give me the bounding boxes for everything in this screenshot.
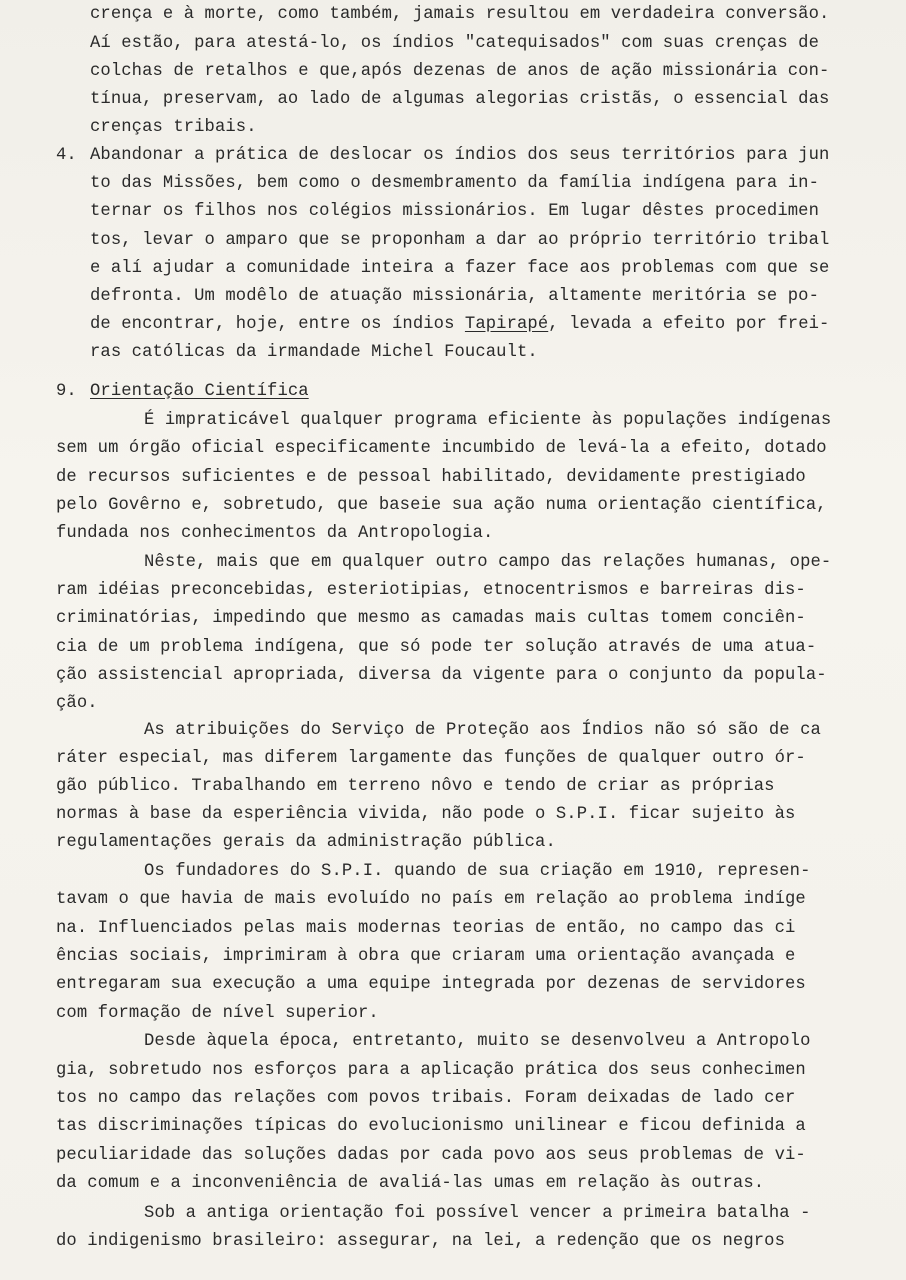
text-line: É impraticável qualquer programa eficiente às populações indígenas <box>144 411 832 430</box>
section-number: 9. <box>56 382 77 401</box>
text-line: tos, levar o amparo que se proponham a dar ao próprio território tribal <box>90 231 830 250</box>
text-line: As atribuições do Serviço de Proteção aos Índios não só são de ca <box>144 721 821 740</box>
text-line: ráter especial, mas diferem largamente das funções de qualquer outro ór- <box>56 749 806 768</box>
text-line: ção. <box>56 694 98 713</box>
text-line: na. Influenciados pelas mais modernas teorias de então, no campo das ci <box>56 919 796 938</box>
text-line: fundada nos conhecimentos da Antropologia. <box>56 524 494 543</box>
text-line: gão público. Trabalhando em terreno nôvo e tendo de criar as próprias <box>56 777 775 796</box>
text-line: entregaram sua execução a uma equipe integrada por dezenas de servidores <box>56 975 806 994</box>
text-line: pelo Govêrno e, sobretudo, que baseie sua ação numa orientação científica, <box>56 496 827 515</box>
text-line <box>90 314 829 336</box>
text-line: defronta. Um modêlo de atuação missionária, altamente meritória se po- <box>90 287 819 306</box>
text-line: criminatórias, impedindo que mesmo as camadas mais cultas tomem conciên- <box>56 609 806 628</box>
text-line: tavam o que havia de mais evoluído no país em relação ao problema indíge <box>56 890 806 909</box>
text-line: tínua, preservam, ao lado de algumas alegorias cristãs, o essencial das <box>90 90 830 109</box>
text-line: da comum e a inconveniência de avaliá-las umas em relação às outras. <box>56 1174 765 1193</box>
text-line: regulamentações gerais da administração pública. <box>56 833 556 852</box>
text-line: Desde àquela época, entretanto, muito se desenvolveu a Antropolo <box>144 1032 811 1051</box>
text-line: ras católicas da irmandade Michel Foucault. <box>90 343 538 362</box>
text-line: tas discriminações típicas do evolucionismo unilinear e ficou definida a <box>56 1117 806 1136</box>
text-line: ternar os filhos nos colégios missionários. Em lugar dêstes procedimen <box>90 202 819 221</box>
section-title: Orientação Científica <box>90 382 309 401</box>
text-line: ências sociais, imprimiram à obra que criaram uma orientação avançada e <box>56 947 796 966</box>
text-segment: , levada a efeito por frei- <box>548 315 830 334</box>
text-line: cia de um problema indígena, que só pode ter solução através de uma atua- <box>56 638 817 657</box>
text-line: to das Missões, bem como o desmembramento da família indígena para in- <box>90 174 819 193</box>
text-line: Nêste, mais que em qualquer outro campo das relações humanas, ope- <box>144 553 832 572</box>
text-line: gia, sobretudo nos esforços para a aplicação prática dos seus conhecimen <box>56 1061 806 1080</box>
text-line: tos no campo das relações com povos tribais. Foram deixadas de lado cer <box>56 1089 796 1108</box>
text-line: Sob a antiga orientação foi possível vencer a primeira batalha - <box>144 1204 811 1223</box>
text-line: normas à base da esperiência vivida, não pode o S.P.I. ficar sujeito às <box>56 805 796 824</box>
text-segment: de encontrar, hoje, entre os índios <box>90 315 465 334</box>
text-line: Aí estão, para atestá-lo, os índios "catequisados" com suas crenças de <box>90 34 819 53</box>
text-line: Os fundadores do S.P.I. quando de sua criação em 1910, represen- <box>144 862 811 881</box>
text-line: com formação de nível superior. <box>56 1004 379 1023</box>
text-line: ção assistencial apropriada, diversa da vigente para o conjunto da popula- <box>56 666 827 685</box>
text-line: Abandonar a prática de deslocar os índios dos seus territórios para jun <box>90 146 830 165</box>
underlined-word: Tapirapé <box>464 315 549 334</box>
text-line: ram idéias preconcebidas, esteriotipias, etnocentrismos e barreiras dis- <box>56 581 806 600</box>
text-line: e alí ajudar a comunidade inteira a fazer face aos problemas com que se <box>90 259 830 278</box>
text-line: sem um órgão oficial especificamente incumbido de levá-la a efeito, dotado <box>56 439 827 458</box>
text-line: crenças tribais. <box>90 118 257 137</box>
text-line: peculiaridade das soluções dadas por cada povo aos seus problemas de vi- <box>56 1146 806 1165</box>
text-line: do indigenismo brasileiro: assegurar, na lei, a redenção que os negros <box>56 1232 785 1251</box>
text-line: colchas de retalhos e que,após dezenas de anos de ação missionária con- <box>90 62 830 81</box>
item-number: 4. <box>56 146 77 165</box>
text-line: de recursos suficientes e de pessoal habilitado, devidamente prestigiado <box>56 468 806 487</box>
text-line: crença e à morte, como também, jamais resultou em verdadeira conversão. <box>90 5 830 24</box>
